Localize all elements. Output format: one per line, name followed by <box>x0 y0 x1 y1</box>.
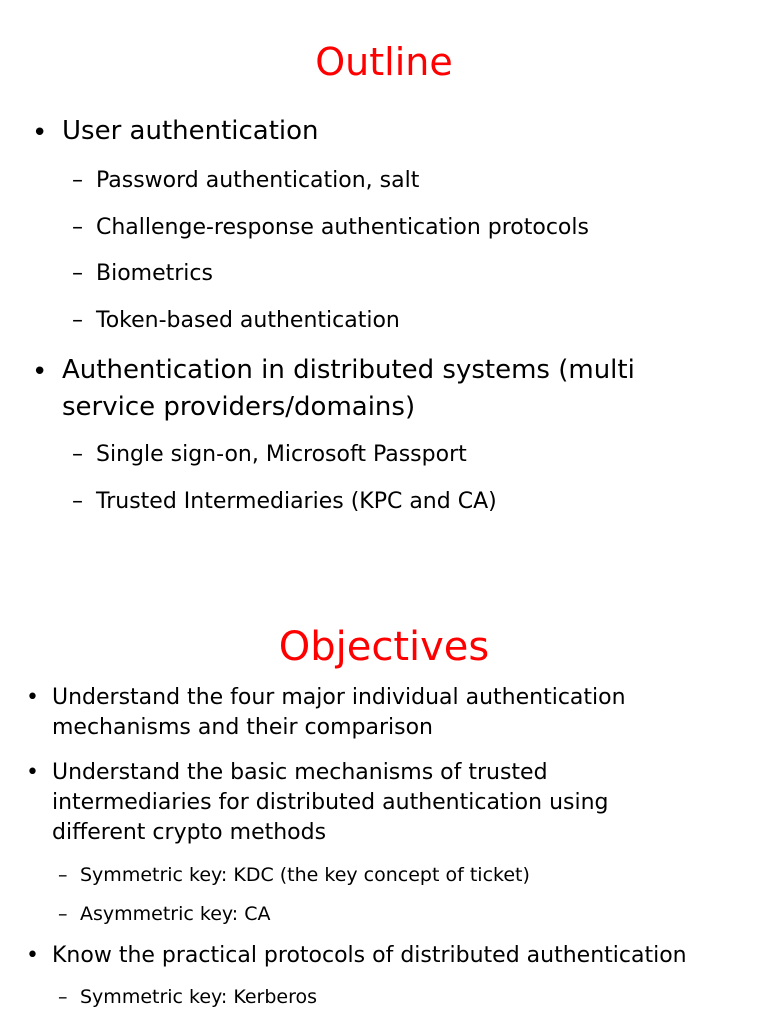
dash-icon: – <box>58 864 68 886</box>
dash-icon: – <box>58 903 68 925</box>
bullet-icon: • <box>32 357 48 387</box>
dash-icon: – <box>72 215 83 240</box>
bullet-icon: • <box>26 943 39 968</box>
outline-subitem-text: Password authentication, salt <box>96 168 420 193</box>
outline-item-text: Authentication in distributed systems (multi <box>62 355 635 385</box>
objectives-item-text: Understand the basic mechanisms of trusted <box>52 760 548 785</box>
outline-title: Outline <box>315 40 453 84</box>
outline-item-text-line2: service providers/domains) <box>62 392 416 422</box>
outline-subitem-text: Token-based authentication <box>96 308 400 333</box>
outline-subitem-text: Trusted Intermediaries (KPC and CA) <box>96 489 497 514</box>
dash-icon: – <box>58 986 68 1008</box>
dash-icon: – <box>72 489 83 514</box>
bullet-icon: • <box>26 685 39 710</box>
outline-subitem-text: Challenge-response authentication protocols <box>96 215 589 240</box>
objectives-subitem-text: Symmetric key: KDC (the key concept of ticket) <box>80 864 530 886</box>
objectives-title: Objectives <box>278 624 490 670</box>
bullet-icon: • <box>26 760 39 785</box>
bullet-icon: • <box>32 118 48 148</box>
objectives-item-text: Understand the four major individual authentication <box>52 685 626 710</box>
dash-icon: – <box>72 442 83 467</box>
objectives-item-text-line2: mechanisms and their comparison <box>52 715 433 740</box>
outline-subitem-text: Single sign-on, Microsoft Passport <box>96 442 467 467</box>
objectives-subitem-text: Asymmetric key: CA <box>80 903 271 925</box>
objectives-item-text: Know the practical protocols of distributed authentication <box>52 943 687 968</box>
outline-subitem-text: Biometrics <box>96 261 213 286</box>
objectives-slide <box>0 600 768 1024</box>
objectives-item-text-line2: intermediaries for distributed authentication using <box>52 790 609 815</box>
dash-icon: – <box>72 261 83 286</box>
objectives-item-text-line3: different crypto methods <box>52 820 327 845</box>
outline-item-text: User authentication <box>62 116 319 146</box>
dash-icon: – <box>72 308 83 333</box>
objectives-subitem-text: Symmetric key: Kerberos <box>80 986 318 1008</box>
dash-icon: – <box>72 168 83 193</box>
